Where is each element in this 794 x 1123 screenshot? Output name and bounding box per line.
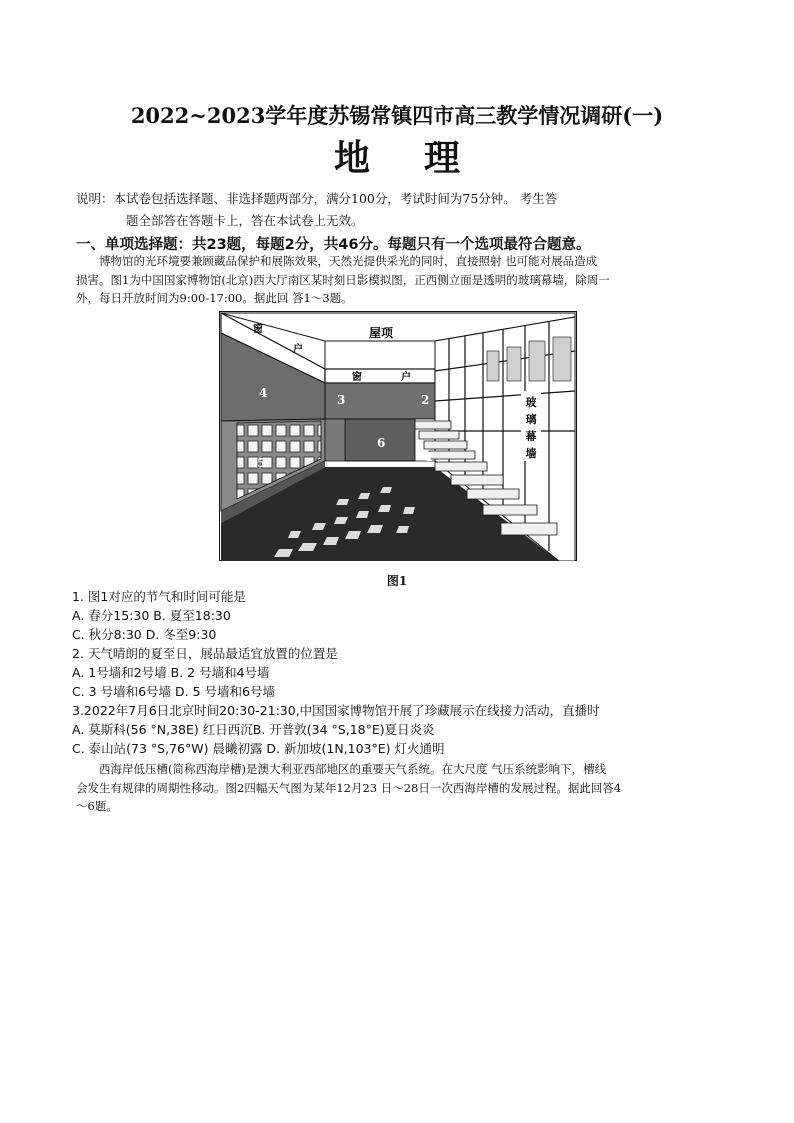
passage-2-line-1: 西海岸低压槽(简称西海岸槽)是澳大利亚西部地区的重要天气系统。在大尺度 气压系统影响下，槽线 (99, 762, 607, 776)
label-left-window-1: 窗 (253, 324, 263, 335)
instructions-line-1: 说明：本试卷包括选择题、非选择题两部分，满分100分，考试时间为75分钟。 考生答 (76, 191, 558, 206)
label-center-window-1: 窗 (352, 372, 362, 383)
back-ceiling-panel (325, 341, 435, 369)
instructions-line-2: 题全部答在答题卡上，答在本试卷上无效。 (126, 213, 364, 228)
label-center-window-2: 户 (401, 372, 411, 383)
figure-1-shadow-simulation (219, 311, 577, 561)
passage-2-line-3: ～6题。 (76, 799, 118, 813)
passage-1-line-2: 损害。图1为中国国家博物馆(北京)西大厅南区某时刻日影模拟图，正西侧立面是透明的玻璃幕墙，除周一 (76, 272, 610, 287)
label-wall-1: 1 (425, 450, 434, 464)
subject-title: 地理 (333, 137, 514, 179)
passage-2 (76, 760, 720, 816)
label-wall-5: 5 (257, 456, 266, 470)
question-2: 2. 天气晴朗的夏至日，展品最适宜放置的位置是 (72, 646, 338, 661)
label-glass-1: 玻 (525, 396, 537, 409)
question-3-options-ab: A. 莫斯科(56 °N,38E) 红日西沉B. 开普敦(34 °S,18°E)夏日炎炎 (72, 722, 435, 737)
center-window-strip (325, 369, 435, 383)
passage-1-line-3: 外，每日开放时间为9:00-17:00。据此回 答1～3题。 (76, 291, 353, 305)
passage-1-line-1: 博物馆的光环境要兼顾藏品保护和展陈效果，天然光提供采光的同时，直接照射 也可能对展品造成 (99, 254, 598, 268)
section-heading-main: 一、单项选择题：共23题，每题2分，共46分。 (76, 237, 388, 253)
label-left-window-2: 户 (293, 344, 303, 355)
figure-1-caption: 图1 (386, 574, 408, 588)
label-glass-3: 幕 (525, 430, 537, 443)
label-roof: 屋项 (368, 326, 394, 340)
question-1-options-ab: A. 春分15:30 B. 夏至18:30 (72, 608, 231, 623)
label-wall-4: 4 (259, 386, 268, 400)
section-heading-instruction: 每题只有一个选项最符合题意。 (387, 237, 591, 253)
question-1-options-cd: C. 秋分8:30 D. 冬至9:30 (72, 627, 217, 642)
question-1: 1. 图1对应的节气和时间可能是 (72, 589, 246, 604)
question-2-options-cd: C. 3 号墙和6号墙 D. 5 号墙和6号墙 (72, 684, 275, 699)
label-wall-3: 3 (337, 393, 346, 407)
label-glass-2: 璃 (525, 413, 537, 426)
passage-1 (76, 252, 720, 308)
label-glass-4: 墙 (525, 447, 537, 460)
label-wall-2: 2 (421, 393, 430, 407)
section-heading (76, 233, 590, 254)
question-3-options-cd: C. 泰山站(73 °S,76°W) 晨曦初露 D. 新加坡(1N,103°E) 灯火通明 (72, 741, 445, 756)
label-wall-6: 6 (377, 436, 386, 450)
passage-2-line-2: 会发生有规律的周期性移动。图2四幅天气图为某年12月23 日～28日一次西海岸槽的发展过程。据此回答4 (76, 780, 622, 795)
exam-title: 2022~2023学年度苏锡常镇四市高三教学情况调研(一) (130, 103, 664, 128)
question-3: 3.2022年7月6日北京时间20:30-21:30,中国国家博物馆开展了珍藏展示在线接力活动，直播时 (72, 703, 600, 718)
question-2-options-ab: A. 1号墙和2号墙 B. 2 号墙和4号墙 (72, 665, 270, 680)
exam-instructions (76, 188, 716, 232)
